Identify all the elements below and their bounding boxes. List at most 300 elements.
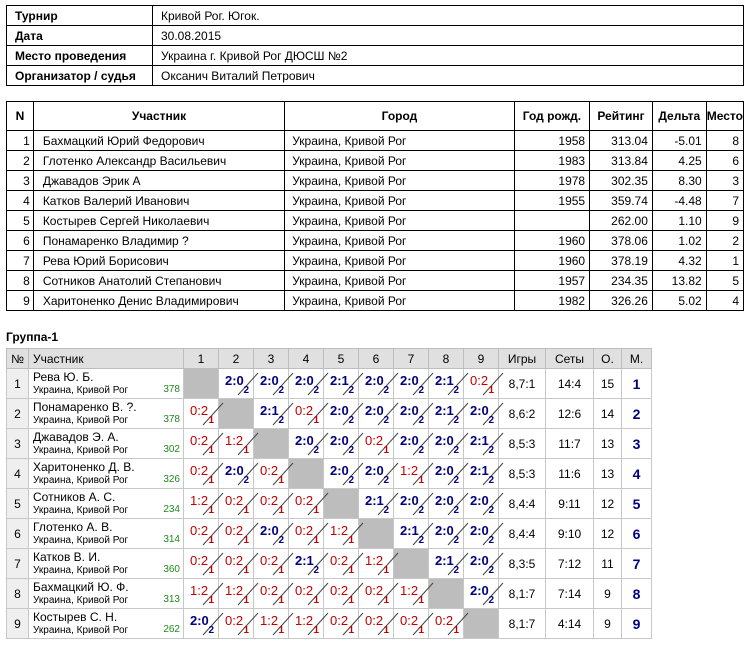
points-cell: 14 [594,399,622,429]
match-points: 1 [243,445,249,456]
match-cell [359,609,394,639]
participant-cell: Украина, Кривой Рог [285,251,514,271]
games-cell: 8,6:2 [499,399,546,429]
match-cell [429,519,464,549]
player-city: Украина, Кривой Рог [33,534,129,546]
match-points: 2 [278,385,284,396]
match-score: 2:0 [225,373,244,388]
match-cell [394,519,429,549]
match-points: 1 [208,445,214,456]
games-cell: 8,1:7 [499,609,546,639]
points-cell: 9 [594,579,622,609]
match-cell [324,459,359,489]
match-cell [464,579,499,609]
player-name: Бахмацкий Ю. Ф. [33,579,129,594]
match-points: 2 [313,385,319,396]
match-points: 2 [348,415,354,426]
participants-header: Город [285,102,514,131]
points-cell: 13 [594,459,622,489]
participant-cell: Украина, Кривой Рог [285,151,514,171]
participant-cell: 234.35 [590,271,653,291]
match-score: 2:0 [330,463,349,478]
player-city: Украина, Кривой Рог [33,594,129,606]
info-row [7,66,744,86]
match-score: 2:1 [435,553,454,568]
match-score: 0:2 [225,553,244,568]
match-score: 2:0 [260,523,279,538]
participant-row [7,171,744,191]
player-rating: 313 [163,594,180,605]
match-score: 2:1 [435,373,454,388]
match-points: 2 [418,385,424,396]
match-score: 2:0 [260,373,279,388]
match-cell [464,519,499,549]
player-rating: 302 [163,444,180,455]
match-points: 1 [313,505,319,516]
match-points: 1 [278,505,284,516]
participant-row [7,191,744,211]
player-cell [29,519,184,549]
match-points: 1 [418,475,424,486]
player-name: Рева Ю. Б. [33,369,94,384]
participant-cell: 4 [706,291,743,311]
match-points: 2 [348,445,354,456]
match-cell [394,429,429,459]
sets-cell: 11:7 [546,429,594,459]
col-sets-header: Сеты [546,349,594,369]
info-row [7,26,744,46]
participant-cell [514,211,589,231]
match-cell [254,489,289,519]
match-points: 1 [243,505,249,516]
match-cell [394,579,429,609]
participants-header: Место [706,102,743,131]
participant-cell: 5.02 [652,291,706,311]
match-cell [429,549,464,579]
participant-cell: Украина, Кривой Рог [285,291,514,311]
group-row [7,519,652,549]
match-cell [464,399,499,429]
col-games-header: Игры [499,349,546,369]
match-cell [394,489,429,519]
games-cell: 8,4:4 [499,489,546,519]
player-cell [29,429,184,459]
points-cell: 12 [594,489,622,519]
match-points: 2 [278,535,284,546]
match-score: 2:0 [470,553,489,568]
group-row [7,429,652,459]
match-points: 1 [383,445,389,456]
group-row [7,609,652,639]
place-cell: 7 [622,549,652,579]
participant-cell: 1978 [514,171,589,191]
games-cell: 8,7:1 [499,369,546,399]
match-cell [359,549,394,579]
match-score: 0:2 [190,433,209,448]
participant-cell: 9 [706,211,743,231]
participant-row [7,131,744,151]
match-score: 1:2 [190,583,209,598]
match-points: 2 [453,415,459,426]
participant-cell: 8 [706,131,743,151]
participant-cell: 2 [7,151,34,171]
group-row [7,489,652,519]
match-cell [289,519,324,549]
match-points: 1 [488,385,494,396]
match-cell [254,399,289,429]
match-score: 0:2 [295,523,314,538]
match-cell [219,459,254,489]
player-city: Украина, Кривой Рог [33,474,129,486]
row-number: 9 [7,609,29,639]
participant-cell: Костырев Сергей Николаевич [33,211,284,231]
participant-row [7,231,744,251]
match-points: 1 [243,595,249,606]
match-points: 1 [278,625,284,636]
sets-cell: 11:6 [546,459,594,489]
match-points: 1 [418,625,424,636]
player-rating: 314 [163,534,180,545]
participant-cell: 1960 [514,251,589,271]
sets-cell: 12:6 [546,399,594,429]
match-cell [464,369,499,399]
games-cell: 8,3:5 [499,549,546,579]
match-score: 2:1 [260,403,279,418]
match-points: 2 [488,445,494,456]
participants-table [6,101,744,311]
match-cell [219,489,254,519]
match-score: 0:2 [225,523,244,538]
col-opponent-header: 5 [324,349,359,369]
participant-cell: 13.82 [652,271,706,291]
col-points-header: О. [594,349,622,369]
place-cell: 5 [622,489,652,519]
match-cell [254,369,289,399]
match-score: 2:0 [435,493,454,508]
match-cell [324,399,359,429]
col-opponent-header: 9 [464,349,499,369]
match-score: 2:1 [365,493,384,508]
info-value: Кривой Рог. Югок. [153,6,744,26]
match-score: 0:2 [225,493,244,508]
participant-cell: 378.19 [590,251,653,271]
participant-cell: 1957 [514,271,589,291]
info-label: Организатор / судья [7,66,153,86]
group-crosstable [6,348,652,639]
player-cell [29,579,184,609]
match-score: 2:1 [435,403,454,418]
match-score: 0:2 [435,613,454,628]
match-points: 2 [488,595,494,606]
match-points: 1 [453,625,459,636]
match-score: 2:0 [365,373,384,388]
match-points: 2 [348,385,354,396]
row-number: 7 [7,549,29,579]
match-points: 2 [243,385,249,396]
match-points: 2 [243,475,249,486]
match-score: 0:2 [225,613,244,628]
participant-cell: 302.35 [590,171,653,191]
match-points: 1 [418,595,424,606]
match-score: 0:2 [330,553,349,568]
match-cell [254,459,289,489]
participant-cell: 1955 [514,191,589,211]
match-points: 2 [208,625,214,636]
sets-cell: 14:4 [546,369,594,399]
match-cell [219,579,254,609]
match-cell [324,609,359,639]
participant-row [7,151,744,171]
match-points: 1 [278,565,284,576]
match-score: 0:2 [260,553,279,568]
player-rating: 326 [163,474,180,485]
participant-cell: 1.02 [652,231,706,251]
match-points: 2 [488,415,494,426]
match-points: 2 [313,445,319,456]
match-score: 2:1 [470,433,489,448]
player-cell [29,399,184,429]
participant-cell: Катков Валерий Иванович [33,191,284,211]
participant-cell: 1982 [514,291,589,311]
participant-cell: Украина, Кривой Рог [285,191,514,211]
match-score: 0:2 [260,493,279,508]
match-cell [184,549,219,579]
col-opponent-header: 4 [289,349,324,369]
sets-cell: 9:10 [546,519,594,549]
place-cell: 2 [622,399,652,429]
match-points: 2 [453,445,459,456]
player-city: Украина, Кривой Рог [33,564,129,576]
match-cell [219,369,254,399]
col-opponent-header: 8 [429,349,464,369]
participant-cell: 2 [706,231,743,251]
match-cell [429,609,464,639]
match-score: 0:2 [330,583,349,598]
match-points: 1 [243,625,249,636]
participants-header: Дельта [652,102,706,131]
match-cell [324,369,359,399]
info-value: Украина г. Кривой Рог ДЮСШ №2 [153,46,744,66]
participant-cell: Харитоненко Денис Владимирович [33,291,284,311]
match-points: 1 [208,475,214,486]
match-points: 2 [418,445,424,456]
match-score: 2:0 [365,463,384,478]
match-points: 1 [208,415,214,426]
player-name: Катков В. И. [33,549,101,564]
match-points: 1 [383,595,389,606]
participant-cell: -5.01 [652,131,706,151]
match-points: 1 [348,625,354,636]
col-opponent-header: 3 [254,349,289,369]
tournament-info-table [6,5,744,86]
match-cell [289,549,324,579]
group-row [7,369,652,399]
player-city: Украина, Кривой Рог [33,384,129,396]
col-opponent-header: 2 [219,349,254,369]
match-points: 1 [243,565,249,576]
match-cell [254,519,289,549]
participant-cell: 313.04 [590,131,653,151]
place-cell: 3 [622,429,652,459]
participant-cell: 9 [7,291,34,311]
match-cell [429,369,464,399]
match-cell [219,519,254,549]
match-points: 2 [488,505,494,516]
points-cell: 15 [594,369,622,399]
participant-cell: Джавадов Эрик А [33,171,284,191]
player-cell [29,459,184,489]
participant-row [7,291,744,311]
participant-cell: Украина, Кривой Рог [285,211,514,231]
info-label: Турнир [7,6,153,26]
participant-cell: 1.10 [652,211,706,231]
match-points: 2 [453,535,459,546]
match-points: 1 [313,535,319,546]
info-row [7,46,744,66]
match-score: 0:2 [260,463,279,478]
col-opponent-header: 1 [184,349,219,369]
info-row [7,6,744,26]
group-title: Группа-1 [6,330,59,344]
place-cell: 6 [622,519,652,549]
match-score: 2:0 [400,403,419,418]
participant-cell: 326.26 [590,291,653,311]
match-score: 2:1 [330,373,349,388]
participant-cell: 5 [7,211,34,231]
match-points: 1 [348,535,354,546]
match-points: 2 [383,415,389,426]
participant-cell: 3 [706,171,743,191]
row-number: 6 [7,519,29,549]
col-player-header: Участник [29,349,184,369]
match-score: 0:2 [190,523,209,538]
participant-cell: 1958 [514,131,589,151]
match-cell [254,549,289,579]
match-cell [184,519,219,549]
match-score: 2:0 [470,403,489,418]
participant-row [7,211,744,231]
match-points: 1 [208,595,214,606]
participant-cell: 6 [7,231,34,251]
place-cell: 8 [622,579,652,609]
info-label: Дата [7,26,153,46]
match-cell [429,429,464,459]
match-score: 2:0 [435,463,454,478]
match-cell [254,579,289,609]
match-cell [464,549,499,579]
match-cell [289,579,324,609]
match-points: 1 [348,565,354,576]
participant-cell: Украина, Кривой Рог [285,271,514,291]
participant-cell: 8 [7,271,34,291]
match-points: 1 [278,475,284,486]
place-cell: 1 [622,369,652,399]
match-cell [289,369,324,399]
match-cell [429,489,464,519]
participant-cell: 7 [7,251,34,271]
match-cell [429,399,464,429]
info-value: Оксанич Виталий Петрович [153,66,744,86]
match-points: 1 [383,565,389,576]
player-name: Сотников А. С. [33,489,116,504]
participant-cell: Глотенко Александр Васильевич [33,151,284,171]
match-points: 2 [488,565,494,576]
points-cell: 9 [594,609,622,639]
match-cell [184,489,219,519]
col-opponent-header: 7 [394,349,429,369]
match-score: 1:2 [365,553,384,568]
match-points: 1 [383,625,389,636]
match-cell [324,519,359,549]
match-score: 2:1 [400,523,419,538]
col-place-header: М. [622,349,652,369]
match-cell [464,459,499,489]
participant-cell: 1960 [514,231,589,251]
match-score: 2:0 [225,463,244,478]
participant-cell: 313.84 [590,151,653,171]
games-cell: 8,5:3 [499,429,546,459]
match-score: 2:0 [330,433,349,448]
match-cell [289,609,324,639]
match-points: 1 [313,625,319,636]
match-cell [359,579,394,609]
match-points: 2 [418,415,424,426]
group-row [7,549,652,579]
match-points: 1 [348,595,354,606]
match-score: 2:0 [295,433,314,448]
match-score: 1:2 [260,613,279,628]
participants-header: Рейтинг [590,102,653,131]
row-number: 1 [7,369,29,399]
match-score: 2:0 [470,493,489,508]
player-cell [29,549,184,579]
info-value: 30.08.2015 [153,26,744,46]
match-score: 2:0 [435,433,454,448]
participant-cell: 5 [706,271,743,291]
match-score: 0:2 [295,493,314,508]
match-score: 1:2 [400,583,419,598]
match-score: 1:2 [225,583,244,598]
participant-cell: 359.74 [590,191,653,211]
match-score: 2:0 [295,373,314,388]
participants-header: N [7,102,34,131]
row-number: 5 [7,489,29,519]
match-cell [359,459,394,489]
match-points: 1 [243,535,249,546]
match-score: 0:2 [295,403,314,418]
match-cell [184,399,219,429]
match-cell [394,609,429,639]
participant-cell: Сотников Анатолий Степанович [33,271,284,291]
match-score: 0:2 [365,583,384,598]
match-cell [184,459,219,489]
participant-cell: Украина, Кривой Рог [285,131,514,151]
participant-cell: 262.00 [590,211,653,231]
player-city: Украина, Кривой Рог [33,504,129,516]
participant-cell: 1983 [514,151,589,171]
participant-cell: 1 [7,131,34,151]
player-name: Понамаренко В. ?. [33,399,137,414]
player-rating: 360 [163,564,180,575]
participants-header: Год рожд. [514,102,589,131]
match-cell [254,609,289,639]
participants-header: Участник [33,102,284,131]
points-cell: 11 [594,549,622,579]
match-score: 0:2 [295,583,314,598]
match-score: 2:0 [435,523,454,538]
participant-cell: 1 [706,251,743,271]
match-points: 2 [488,475,494,486]
